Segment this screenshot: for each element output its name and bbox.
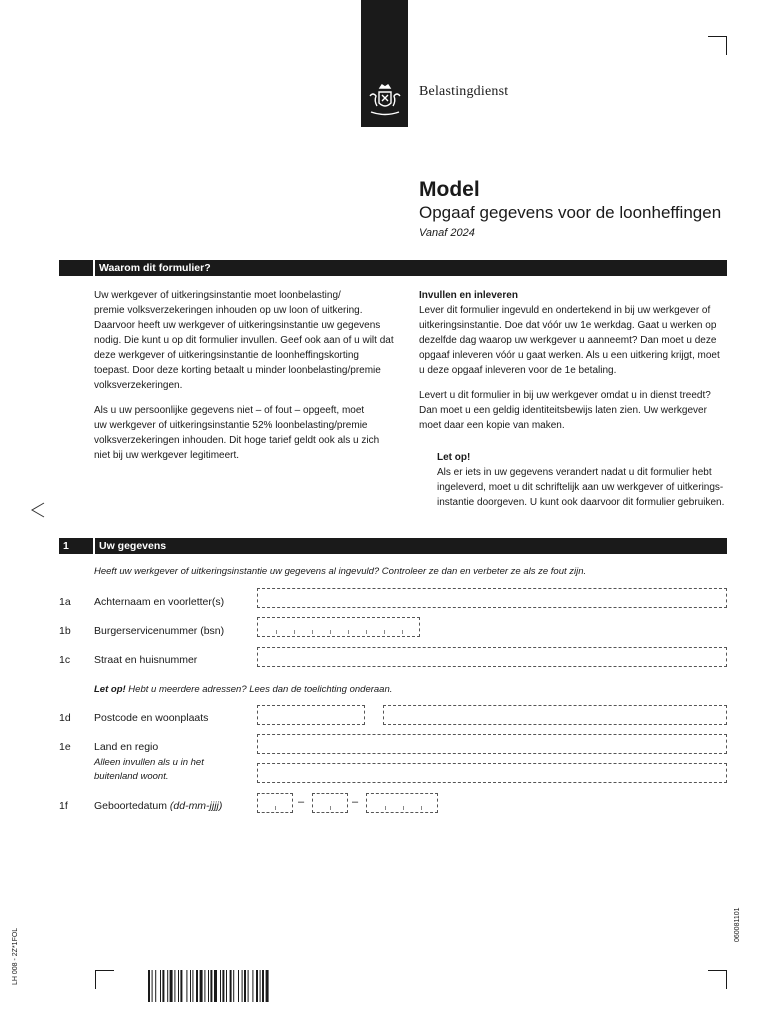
brand-name: Belastingdienst [419,84,509,99]
section-1-intro: Heeft uw werkgever of uitkeringsinstantie uw gegevens al ingevuld? Controleer ze dan en verbeter ze als ze fout zijn. [94,566,587,577]
row-number-1e: 1e [59,741,71,753]
birth-year-field[interactable] [366,793,438,813]
row-label-1e: Land en regio [94,741,159,753]
birthdate-hint: (dd-mm-jjjj) [169,800,223,812]
fold-mark-icon [29,500,47,520]
crop-mark-top-right [708,36,727,55]
barcode [148,970,314,1002]
submit-heading: Invullen en inleveren [419,290,518,301]
barcode-bar [220,970,221,1002]
barcode-bar [222,970,224,1002]
barcode-bar [210,970,212,1002]
multiple-addresses-note [94,683,392,697]
street-housenumber-field[interactable] [257,647,727,667]
barcode-bar [248,970,249,1002]
row-label-1a: Achternaam en voorletter(s) [94,596,225,608]
form-title: Model [419,178,480,201]
barcode-bar [167,970,168,1002]
barcode-bar [200,970,203,1002]
form-code: LH 008 - 2Z*1FOL [12,927,19,985]
row-number-1a: 1a [59,596,71,608]
form-since: Vanaf 2024 [419,227,475,239]
barcode-bar [208,970,209,1002]
barcode-bar [230,970,232,1002]
row-number-1c: 1c [59,654,71,666]
surname-initials-field[interactable] [257,588,727,608]
barcode-bar [204,970,205,1002]
barcode-bar [262,970,264,1002]
barcode-bar [226,970,227,1002]
bsn-field[interactable] [257,617,420,637]
letop-text: Als er iets in uw gegevens verandert nadat u dit formulier hebt ingeleverd, moet u dit schriftelijk aan uw werkgever of uitkerings- instantie doorgeven. U kunt ook daarvoor dit formulier gebruiken. [437,467,725,508]
postcode-field[interactable] [257,705,365,725]
barcode-bar [155,970,156,1002]
barcode-bar [242,970,243,1002]
row-number-1d: 1d [59,712,71,724]
barcode-bar [252,970,253,1002]
date-separator-1: – [298,796,305,808]
barcode-bar [148,970,150,1002]
barcode-bar [238,970,239,1002]
section-title-why: Waarom dit formulier? [99,262,211,274]
barcode-bar [244,970,246,1002]
barcode-bar [180,970,182,1002]
barcode-bar [178,970,179,1002]
row-label-1f [94,800,222,812]
row-number-1f: 1f [59,800,68,812]
land-region-note: Alleen invullen als u in het buitenland woont. [94,757,204,782]
document-number: 060081101 [734,907,741,942]
date-separator-2: – [352,796,359,808]
letop-box [437,450,737,510]
multiple-addresses-prefix: Let op! [94,684,126,695]
crop-mark-bottom-left [95,970,114,989]
barcode-bar [174,970,175,1002]
royal-crest-icon [366,84,404,118]
row-label-1c: Straat en huisnummer [94,654,198,666]
barcode-bar [190,970,191,1002]
barcode-bar [214,970,217,1002]
city-field[interactable] [383,705,727,725]
section-number-1: 1 [63,540,69,552]
form-subtitle: Opgaaf gegevens voor de loonheffingen [419,203,722,222]
barcode-bar [260,970,261,1002]
crop-mark-bottom-right [708,970,727,989]
multiple-addresses-text: Hebt u meerdere adressen? Lees dan de toelichting onderaan. [125,684,393,695]
country-field[interactable] [257,734,727,754]
section-bar-why [59,260,727,276]
barcode-bar [233,970,234,1002]
barcode-bar [266,970,269,1002]
why-right-column [419,288,729,443]
barcode-bar [152,970,153,1002]
barcode-bar [196,970,198,1002]
section-bar-1 [59,538,727,554]
birth-day-field[interactable] [257,793,293,813]
barcode-bar [192,970,193,1002]
letop-heading: Let op! [437,452,471,463]
section-title-1: Uw gegevens [99,540,167,552]
submit-paragraph-2: Levert u dit formulier in bij uw werkgever omdat u in dienst treedt? Dan moet u een geldig identiteitsbewijs laten zien. Uw werkgever moet daar een kopie van maken. [419,390,711,431]
barcode-bar [186,970,187,1002]
why-left-column [94,288,400,473]
barcode-bar [160,970,161,1002]
row-label-1b: Burgerservicenummer (bsn) [94,625,225,637]
barcode-bar [162,970,164,1002]
row-label-1d: Postcode en woonplaats [94,712,209,724]
why-paragraph-1: Uw werkgever of uitkeringsinstantie moet loonbelasting/ premie volksverzekeringen inhouden op uw loon of uitkering. Daarvoor heeft uw werkgever of uitkeringsinstantie uw gegevens nodig. Die kunt u op dit formulier invullen. Geef ook aan of u wilt dat deze werkgever of uitkeringsinstantie de loonheffingskorting toepast. Door deze korting betaalt u minder loonbelasting/premie volksverzekeringen. [94,290,394,391]
barcode-bar [256,970,258,1002]
submit-paragraph-1: Lever dit formulier ingevuld en ondertekend in bij uw werkgever of uitkeringsinstantie. Doe dat vóór uw 1e werkdag. Gaat u werken op dezelfde dag waarop uw werkgever u aanneemt? Dan moet u deze opgaaf inleveren vóór u gaat werken. Als u een uitkering krijgt, moet u deze opgaaf inleveren voor de 1e betaling. [419,305,720,376]
why-paragraph-2: Als u uw persoonlijke gegevens niet – of fout – opgeeft, moet uw werkgever of uitkeringsinstantie 52% loonbelasting/premie volksverzekeringen inhouden. Dit hoge tarief geldt ook als u zich niet bij uw werkgever legitimeert. [94,405,380,461]
region-field[interactable] [257,763,727,783]
birth-month-field[interactable] [312,793,348,813]
row-number-1b: 1b [59,625,71,637]
barcode-bar [170,970,173,1002]
birthdate-label: Geboortedatum [94,800,167,812]
